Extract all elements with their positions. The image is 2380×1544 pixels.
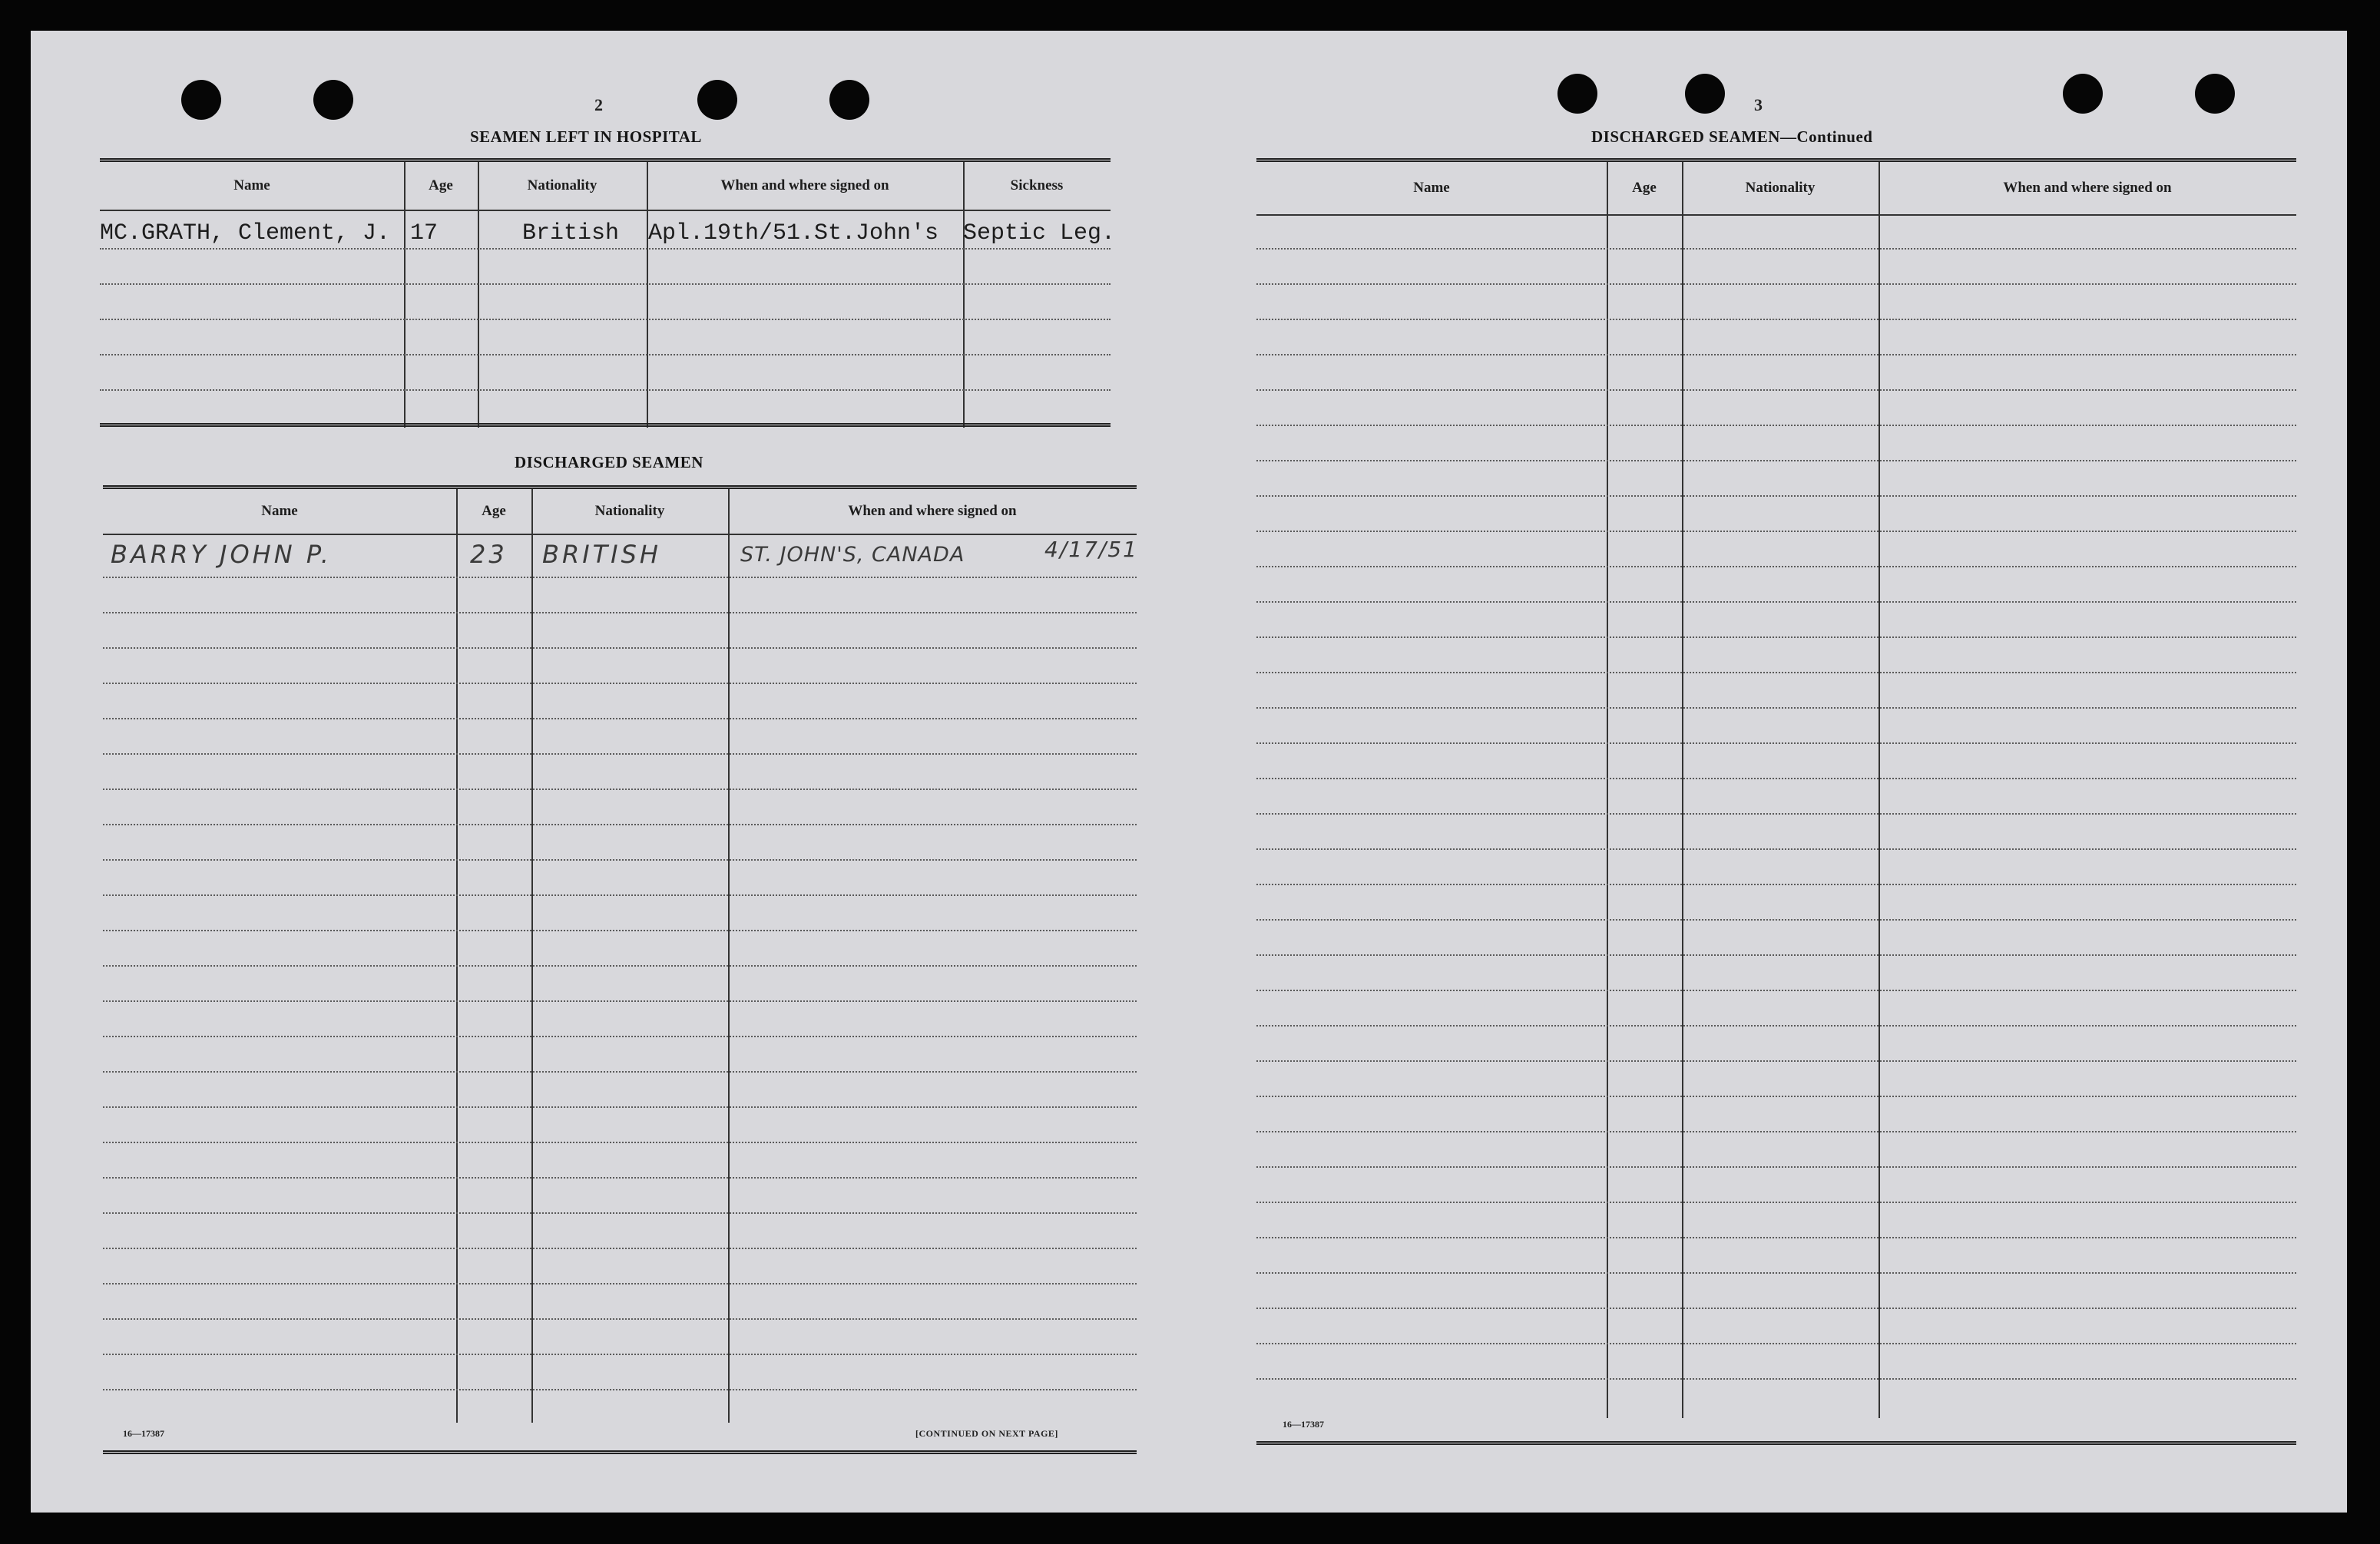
row-line xyxy=(1256,848,2296,850)
row-line xyxy=(103,930,1137,931)
form-number-right: 16—17387 xyxy=(1283,1419,1324,1430)
col-header-nationality: Nationality xyxy=(594,503,665,519)
row-line xyxy=(103,1248,1137,1249)
hospital-section-title: SEAMEN LEFT IN HOSPITAL xyxy=(470,127,702,146)
row-line xyxy=(103,894,1137,896)
row-line xyxy=(1256,354,2296,355)
row-line xyxy=(103,965,1137,967)
discharged-continued-title xyxy=(1591,127,1872,147)
title-continued: —Continued xyxy=(1779,127,1873,146)
row-line xyxy=(100,283,1111,285)
page-number-left: 2 xyxy=(594,95,603,114)
column-divider xyxy=(478,162,479,428)
discharged-table-header xyxy=(103,489,1137,535)
row-line xyxy=(1256,1096,2296,1097)
hospital-row-sickness: Septic Leg. xyxy=(963,220,1116,246)
hospital-row-name: MC.GRATH, Clement, J. xyxy=(100,220,391,246)
discharged-section-title: DISCHARGED SEAMEN xyxy=(515,453,703,471)
row-line xyxy=(103,789,1137,790)
row-line xyxy=(1256,495,2296,497)
col-header-age: Age xyxy=(429,177,453,193)
row-line xyxy=(1256,990,2296,991)
row-line xyxy=(103,1389,1137,1390)
col-header-name: Name xyxy=(233,177,270,193)
row-line xyxy=(1256,1131,2296,1132)
row-line xyxy=(103,612,1137,613)
col-header-age: Age xyxy=(1632,180,1657,196)
row-line xyxy=(1256,1237,2296,1238)
row-line xyxy=(1256,1166,2296,1168)
row-line xyxy=(103,577,1137,578)
row-line xyxy=(103,647,1137,649)
row-line xyxy=(1256,601,2296,603)
col-header-sickness: Sickness xyxy=(1010,177,1064,193)
row-line xyxy=(103,1036,1137,1037)
row-line xyxy=(103,718,1137,719)
punch-hole xyxy=(313,80,353,120)
row-line xyxy=(103,1354,1137,1355)
table-bottom-rule xyxy=(1256,1441,2296,1445)
column-divider xyxy=(1879,162,1880,1418)
row-line xyxy=(100,389,1111,391)
row-line xyxy=(1256,531,2296,532)
row-line xyxy=(1256,319,2296,320)
row-line xyxy=(1256,672,2296,673)
row-line xyxy=(103,824,1137,825)
column-divider xyxy=(404,162,405,428)
row-line xyxy=(103,859,1137,861)
row-line xyxy=(103,1106,1137,1108)
row-line xyxy=(100,354,1111,355)
row-line xyxy=(1256,1202,2296,1203)
hospital-table xyxy=(100,158,1116,431)
column-divider xyxy=(647,162,648,428)
hospital-row-age: 17 xyxy=(410,220,439,246)
col-header-signed-on: When and where signed on xyxy=(2003,180,2172,196)
continued-note: [CONTINUED ON NEXT PAGE] xyxy=(915,1428,1058,1439)
page-number-right: 3 xyxy=(1754,95,1763,114)
discharged-row-signed-on: ST. JOHN'S, CANADA xyxy=(740,543,965,567)
row-line xyxy=(1256,954,2296,956)
row-line xyxy=(103,1177,1137,1179)
row-line xyxy=(1256,1378,2296,1380)
form-number-left: 16—17387 xyxy=(123,1428,164,1439)
row-line xyxy=(103,1212,1137,1214)
discharged-table xyxy=(103,485,1137,1463)
document-page xyxy=(31,31,2347,1513)
row-line xyxy=(1256,425,2296,426)
row-line xyxy=(1256,566,2296,567)
row-line xyxy=(103,1318,1137,1320)
col-header-nationality: Nationality xyxy=(1745,180,1816,196)
row-line xyxy=(1256,1272,2296,1274)
row-line xyxy=(100,319,1111,320)
discharged-row-age: 23 xyxy=(470,540,508,569)
row-line xyxy=(100,248,1111,250)
col-header-age: Age xyxy=(482,503,506,519)
punch-hole xyxy=(181,80,221,120)
row-line xyxy=(103,1000,1137,1002)
row-line xyxy=(1256,1060,2296,1062)
row-line xyxy=(1256,884,2296,885)
column-divider xyxy=(1682,162,1683,1418)
punch-hole xyxy=(1557,74,1597,114)
table-bottom-rule xyxy=(103,1450,1137,1454)
table-bottom-rule xyxy=(100,423,1111,427)
row-line xyxy=(1256,778,2296,779)
row-line xyxy=(1256,1025,2296,1027)
row-line xyxy=(103,683,1137,684)
col-header-nationality: Nationality xyxy=(527,177,597,193)
row-line xyxy=(1256,389,2296,391)
row-line xyxy=(1256,283,2296,285)
hospital-table-header xyxy=(100,162,1111,211)
title-main: DISCHARGED SEAMEN xyxy=(1591,127,1780,146)
discharged-row-date: 4/17/51 xyxy=(1044,537,1138,562)
col-header-name: Name xyxy=(261,503,298,519)
col-header-signed-on: When and where signed on xyxy=(720,177,889,193)
row-line xyxy=(1256,707,2296,709)
col-header-signed-on: When and where signed on xyxy=(848,503,1017,519)
hospital-row-signed-on: Apl.19th/51.St.John's xyxy=(648,220,939,246)
row-line xyxy=(1256,248,2296,250)
punch-hole xyxy=(697,80,737,120)
punch-hole xyxy=(2195,74,2235,114)
row-line xyxy=(103,1283,1137,1284)
row-line xyxy=(103,1071,1137,1073)
row-line xyxy=(1256,636,2296,638)
hospital-row-nationality: British xyxy=(522,220,620,246)
col-header-name: Name xyxy=(1413,180,1450,196)
row-line xyxy=(1256,742,2296,744)
row-line xyxy=(103,1142,1137,1143)
punch-hole xyxy=(829,80,869,120)
column-divider xyxy=(1607,162,1608,1418)
punch-hole xyxy=(2063,74,2103,114)
discharged-row-nationality: BRITISH xyxy=(542,540,661,569)
discharged-continued-table xyxy=(1256,158,2296,1460)
row-line xyxy=(1256,460,2296,461)
row-line xyxy=(103,753,1137,755)
discharged-row-name: BARRY JOHN P. xyxy=(111,540,332,569)
row-line xyxy=(1256,919,2296,921)
punch-hole xyxy=(1685,74,1725,114)
row-line xyxy=(1256,1308,2296,1309)
continued-table-header xyxy=(1256,162,2296,216)
row-line xyxy=(1256,1343,2296,1344)
column-divider xyxy=(963,162,965,428)
row-line xyxy=(1256,813,2296,815)
